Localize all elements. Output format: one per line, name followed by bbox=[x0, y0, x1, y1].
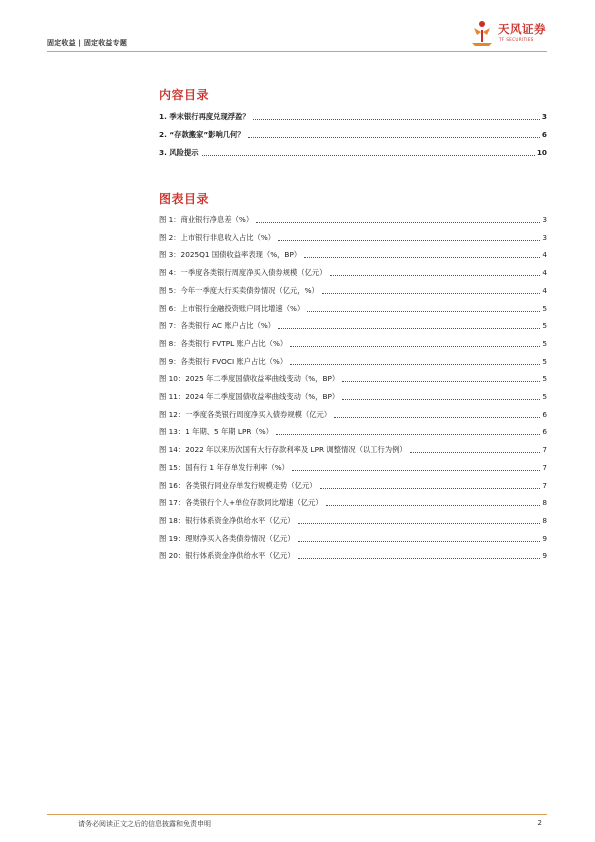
dot-leader bbox=[292, 469, 540, 471]
dot-leader bbox=[248, 136, 540, 138]
entry-page: 8 bbox=[542, 515, 547, 525]
entry-label: 2. “存款搬家”影响几何？ bbox=[159, 130, 245, 139]
entry-page: 3 bbox=[542, 232, 547, 242]
dot-leader bbox=[278, 239, 540, 241]
footer-disclaimer: 请务必阅读正文之后的信息披露和免责申明 bbox=[78, 820, 211, 828]
figure-entry[interactable] bbox=[159, 355, 547, 367]
entry-label: 图 19：理财净买入各类债券情况（亿元） bbox=[159, 533, 295, 543]
logo-name-en: TF SECURITIES bbox=[499, 37, 534, 42]
dot-leader bbox=[298, 522, 541, 524]
entry-label: 图 12：一季度各类银行周度净买入债券规模（亿元） bbox=[159, 409, 332, 419]
entry-label: 图 16：各类银行同业存单发行规模走势（亿元） bbox=[159, 480, 317, 490]
figure-entry[interactable] bbox=[159, 425, 547, 437]
entry-label: 图 1：商业银行净息差（%） bbox=[159, 215, 254, 224]
entry-label: 图 5：今年一季度大行买卖债券情况（亿元，%） bbox=[159, 285, 319, 295]
dot-leader bbox=[342, 380, 540, 382]
figure-entry[interactable] bbox=[159, 337, 547, 349]
dot-leader bbox=[410, 451, 541, 453]
figure-entry[interactable] bbox=[159, 302, 547, 314]
page-number: 2 bbox=[537, 819, 542, 827]
figure-entry[interactable] bbox=[159, 408, 547, 420]
dot-leader bbox=[256, 221, 540, 223]
dot-leader bbox=[304, 256, 540, 258]
dot-leader bbox=[290, 345, 540, 347]
header-divider bbox=[47, 51, 547, 52]
entry-label: 图 18：银行体系资金净供给水平（亿元） bbox=[159, 515, 295, 525]
entry-label: 图 10：2025 年二季度国债收益率曲线变动（%，BP） bbox=[159, 374, 340, 384]
figure-entry[interactable] bbox=[159, 248, 547, 260]
entry-page: 7 bbox=[542, 445, 547, 455]
dot-leader bbox=[334, 416, 540, 418]
entry-page: 4 bbox=[542, 285, 547, 295]
entry-page: 7 bbox=[542, 480, 547, 490]
entry-label: 图 15：国有行 1 年存单发行利率（%） bbox=[159, 462, 289, 472]
figure-entry[interactable] bbox=[159, 390, 547, 402]
dot-leader bbox=[276, 433, 540, 435]
entry-label: 图 4：一季度各类银行周度净买入债券规模（亿元） bbox=[159, 268, 327, 278]
entry-label: 图 3：2025Q1 国债收益率表现（%，BP） bbox=[159, 250, 302, 260]
entry-page: 5 bbox=[542, 392, 547, 401]
entry-label: 1. 季末银行再度兑现浮盈？ bbox=[159, 112, 250, 121]
entry-page: 9 bbox=[542, 533, 547, 543]
entry-label: 图 9：各类银行 FVOCI 账户占比（%） bbox=[159, 356, 288, 366]
entry-page: 4 bbox=[542, 268, 547, 278]
dot-leader bbox=[298, 540, 541, 542]
figure-entry[interactable] bbox=[159, 496, 547, 508]
entry-label: 图 17：各类银行个人+单位存款同比增速（亿元） bbox=[159, 498, 323, 508]
figure-entry[interactable] bbox=[159, 319, 547, 331]
entry-page: 8 bbox=[542, 498, 547, 508]
entry-page: 3 bbox=[541, 112, 547, 121]
figure-entry[interactable] bbox=[159, 549, 547, 561]
footer-divider bbox=[47, 814, 547, 815]
entry-label: 图 13：1 年期、5 年期 LPR（%） bbox=[159, 427, 273, 437]
dot-leader bbox=[253, 118, 540, 120]
dot-leader bbox=[320, 487, 541, 489]
dot-leader bbox=[330, 274, 541, 276]
entry-page: 10 bbox=[536, 148, 547, 157]
entry-page: 5 bbox=[542, 321, 547, 331]
figure-entry[interactable] bbox=[159, 514, 547, 526]
dot-leader bbox=[298, 557, 541, 559]
entry-label: 图 2：上市银行非息收入占比（%） bbox=[159, 232, 276, 242]
entry-label: 图 6：上市银行金融投资账户同比增速（%） bbox=[159, 303, 305, 313]
entry-label: 3. 风险提示 bbox=[159, 148, 199, 157]
entry-label: 图 8：各类银行 FVTPL 账户占比（%） bbox=[159, 338, 288, 348]
entry-page: 4 bbox=[542, 250, 547, 260]
dot-leader bbox=[290, 363, 540, 365]
figure-entry[interactable] bbox=[159, 284, 547, 296]
figure-entry[interactable] bbox=[159, 266, 547, 278]
figure-entry[interactable] bbox=[159, 461, 547, 473]
entry-label: 图 7：各类银行 AC 账户占比（%） bbox=[159, 321, 276, 331]
header-breadcrumb: 固定收益 | 固定收益专题 bbox=[47, 39, 128, 47]
company-logo bbox=[468, 18, 558, 48]
entry-page: 5 bbox=[542, 374, 547, 384]
entry-label: 图 14：2022 年以来历次国有大行存款利率及 LPR 调整情况（以工行为例） bbox=[159, 445, 407, 455]
figure-entry[interactable] bbox=[159, 372, 547, 384]
contents-title: 内容目录 bbox=[159, 88, 210, 102]
dot-leader bbox=[326, 504, 541, 506]
toc-entry[interactable] bbox=[159, 110, 547, 122]
entry-label: 图 11：2024 年二季度国债收益率曲线变动（%，BP） bbox=[159, 392, 340, 401]
figures-title: 图表目录 bbox=[159, 192, 210, 206]
figure-entry[interactable] bbox=[159, 213, 547, 225]
entry-page: 7 bbox=[542, 462, 547, 472]
entry-page: 9 bbox=[542, 551, 547, 561]
entry-page: 6 bbox=[542, 427, 547, 437]
entry-page: 5 bbox=[542, 338, 547, 348]
toc-entry[interactable] bbox=[159, 128, 547, 140]
logo-name-cn: 天风证券 bbox=[498, 22, 546, 36]
entry-page: 5 bbox=[542, 356, 547, 366]
dot-leader bbox=[278, 327, 540, 329]
entry-page: 3 bbox=[542, 215, 547, 224]
figure-entry[interactable] bbox=[159, 231, 547, 243]
dot-leader bbox=[202, 154, 535, 156]
figure-entry[interactable] bbox=[159, 532, 547, 544]
dot-leader bbox=[342, 398, 540, 400]
entry-page: 5 bbox=[542, 303, 547, 313]
logo-icon bbox=[468, 19, 496, 47]
figure-entry[interactable] bbox=[159, 479, 547, 491]
dot-leader bbox=[322, 292, 541, 294]
entry-page: 6 bbox=[541, 130, 547, 139]
entry-page: 6 bbox=[542, 409, 547, 419]
dot-leader bbox=[307, 310, 540, 312]
figure-entry[interactable] bbox=[159, 443, 547, 455]
toc-entry[interactable] bbox=[159, 146, 547, 158]
entry-label: 图 20：银行体系资金净供给水平（亿元） bbox=[159, 551, 295, 561]
